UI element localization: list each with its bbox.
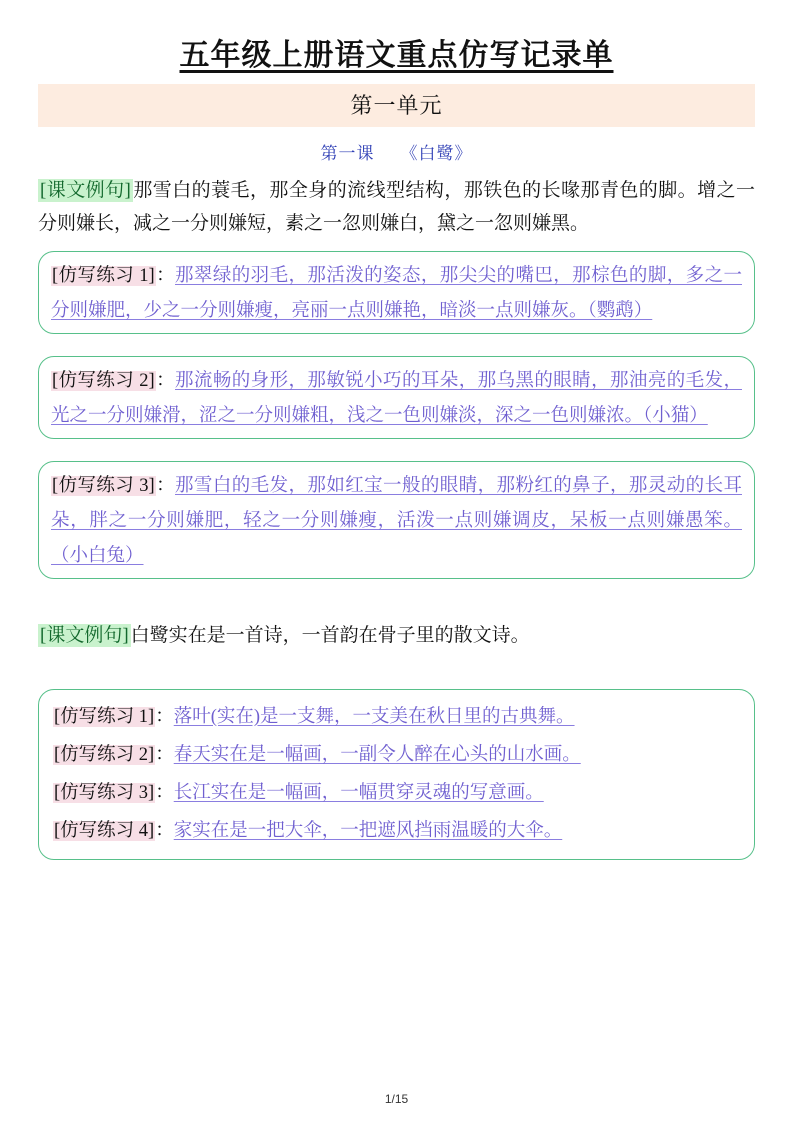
example-text: 那雪白的蓑毛，那全身的流线型结构，那铁色的长喙那青色的脚。增之一分则嫌长，减之一分则嫌短，素之一忽则嫌白，黛之一忽则嫌黑。 (38, 180, 755, 235)
practice-box-1 (38, 251, 755, 334)
practice-row (53, 813, 742, 851)
practice-label: [仿写练习 3] (52, 476, 155, 497)
spacer (38, 663, 755, 689)
practice-label: [仿写练习 4] (54, 820, 155, 841)
colon: ： (155, 744, 174, 765)
lesson-name: 《白鹭》 (400, 144, 473, 163)
lesson-number: 第一课 (320, 144, 375, 163)
colon: ： (155, 370, 176, 391)
practice-text: 长江实在是一幅画，一幅贯穿灵魂的写意画。 (173, 782, 544, 803)
example-text: 白鹭实在是一首诗，一首韵在骨子里的散文诗。 (130, 625, 530, 647)
page-title: 五年级上册语文重点仿写记录单 (179, 39, 614, 72)
unit-banner: 第一单元 (38, 84, 755, 127)
lesson-heading (38, 139, 755, 164)
spacer (38, 601, 755, 613)
example-tag: [课文例句] (40, 625, 129, 647)
practice-line (51, 259, 742, 329)
practice-label: [仿写练习 1] (52, 265, 155, 286)
practice-line (51, 364, 742, 434)
colon: ： (155, 782, 174, 803)
colon: ： (155, 820, 174, 841)
practice-label: [仿写练习 2] (54, 744, 155, 765)
colon: ： (155, 265, 176, 286)
colon: ： (155, 706, 174, 727)
practice-line (51, 469, 742, 574)
practice-box-group-2 (38, 689, 755, 861)
practice-label: [仿写练习 2] (52, 370, 155, 391)
practice-text: 春天实在是一幅画，一副令人醉在心头的山水画。 (173, 744, 581, 765)
practice-text: 那翠绿的羽毛，那活泼的姿态，那尖尖的嘴巴，那棕色的脚，多之一分则嫌肥，少之一分则嫌瘦，亮丽一点则嫌艳，暗淡一点则嫌灰。（鹦鹉） (51, 265, 742, 321)
practice-box-3 (38, 461, 755, 579)
practice-text: 那流畅的身形，那敏锐小巧的耳朵，那乌黑的眼睛，那油亮的毛发，光之一分则嫌滑，涩之一分则嫌粗，浅之一色则嫌淡，深之一色则嫌浓。（小猫） (51, 370, 742, 426)
page-number: 1/15 (384, 1092, 409, 1106)
practice-row (53, 775, 742, 813)
practice-text: 那雪白的毛发，那如红宝一般的眼睛，那粉红的鼻子，那灵动的长耳朵，胖之一分则嫌肥，轻之一分则嫌瘦，活泼一点则嫌调皮，呆板一点则嫌愚笨。（小白兔） (51, 476, 742, 567)
practice-box-2 (38, 356, 755, 439)
practice-row (53, 737, 742, 775)
example-tag: [课文例句] (40, 180, 131, 201)
colon: ： (155, 476, 176, 497)
practice-label: [仿写练习 3] (54, 782, 155, 803)
practice-label: [仿写练习 1] (54, 706, 155, 727)
practice-text: 家实在是一把大伞，一把遮风挡雨温暖的大伞。 (173, 820, 563, 841)
practice-text: 落叶(实在)是一支舞，一支美在秋日里的古典舞。 (173, 706, 575, 727)
example-sentence-1 (38, 174, 755, 241)
practice-row (53, 699, 742, 737)
example-sentence-2 (38, 619, 755, 652)
